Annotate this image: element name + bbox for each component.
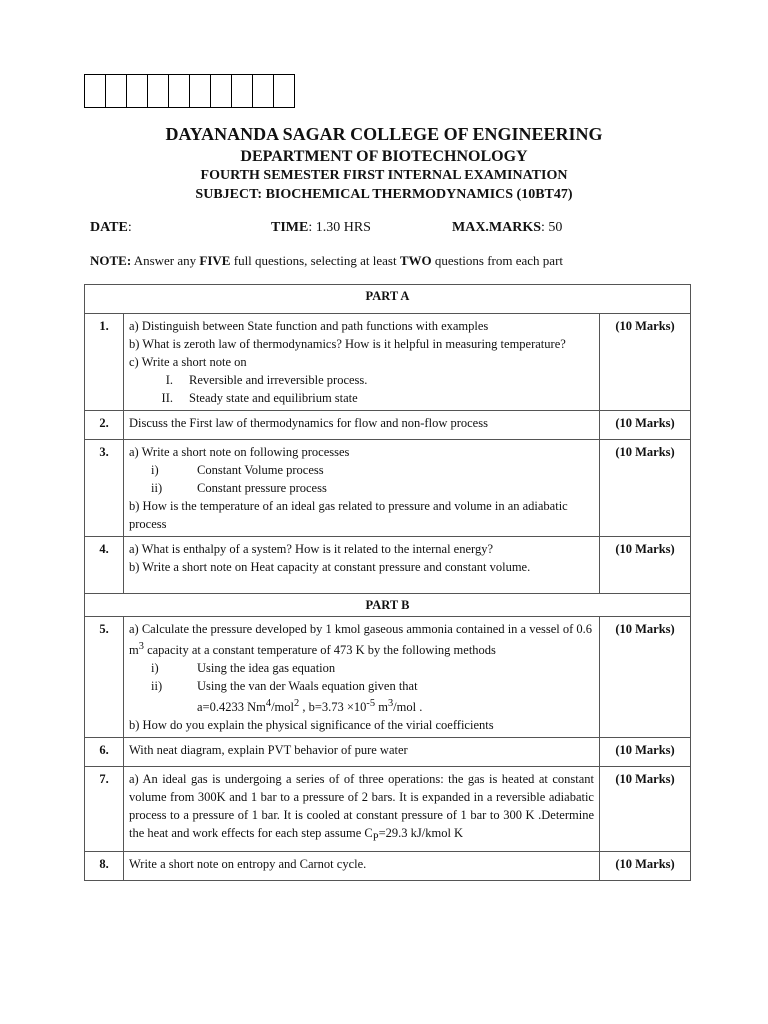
question-row-4: 4. a) What is enthalpy of a system? How is it related to the internal energy? b) Write a short note on Heat capacity at constant pressure and constant volume. (10 Marks) bbox=[85, 537, 691, 594]
part-b-row bbox=[85, 594, 691, 617]
exam-note: NOTE: Answer any FIVE full questions, selecting at least TWO questions from each part bbox=[90, 253, 564, 268]
part-a-row bbox=[85, 285, 691, 314]
question-row-8: 8. Write a short note on entropy and Carnot cycle. (10 Marks) bbox=[85, 851, 691, 880]
question-8: Write a short note on entropy and Carnot cycle. bbox=[124, 851, 600, 880]
exam-title: FOURTH SEMESTER FIRST INTERNAL EXAMINATION bbox=[200, 168, 568, 183]
marks-8: (10 Marks) bbox=[600, 851, 691, 880]
part-a-heading: PART A bbox=[85, 285, 691, 314]
part-b-heading: PART B bbox=[85, 594, 691, 617]
usn-boxes bbox=[84, 74, 295, 108]
marks-3: (10 Marks) bbox=[600, 440, 691, 537]
question-1: a) Distinguish between State function and path functions with examples b) What is zeroth law of thermodynamics? How is it helpful in measuring temperature? c) Write a short note on I. Reversible and irreversible process. II. Steady state and equilibrium state bbox=[124, 314, 600, 411]
question-7: a) An ideal gas is undergoing a series of of three operations: the gas is heated at constant volume from 300K and 1 bar to a pressure of 2 bars. It is expanded in a reversible adiabatic process to a pressure of 1 bar. It is cooled at constant pressure of 1 bar to 300 K .Determine the heat and work effects for each step assume $C_P=29.3$ kJ/kmol K bbox=[124, 767, 600, 852]
date-field: DATE: bbox=[90, 220, 132, 235]
time-field: TIME: 1.30 HRS bbox=[271, 220, 371, 235]
question-6: With neat diagram, explain PVT behavior of pure water bbox=[124, 738, 600, 767]
question-row-6: 6. With neat diagram, explain PVT behavior of pure water (10 Marks) bbox=[85, 738, 691, 767]
question-row-2: 2. Discuss the First law of thermodynamics for flow and non-flow process (10 Marks) bbox=[85, 411, 691, 440]
question-5: a) Calculate the pressure developed by 1 kmol gaseous ammonia contained in a vessel of 0.6 $m^3$ capacity at a constant temperature of 473 K by the following methods i) Using the idea gas equation ii) Using the van der Waals equation given that a=0.4233 Nm$^4$/mol$^2$ , $b=3.73 \times 10^{-5}$ $m^3$/mol . b) How do you explain the physical significance of the virial coefficients bbox=[124, 617, 600, 738]
marks-7: (10 Marks) bbox=[600, 767, 691, 852]
marks-5: (10 Marks) bbox=[600, 617, 691, 738]
college-name: DAYANANDA SAGAR COLLEGE OF ENGINEERING bbox=[165, 124, 603, 144]
question-row-3: 3. a) Write a short note on following processes i) Constant Volume process ii) Constant pressure process b) How is the temperature of an ideal gas related to pressure and volume in an adiabatic process (10 Marks) bbox=[85, 440, 691, 537]
question-row-1: 1. a) Distinguish between State function and path functions with examples b) What is zeroth law of thermodynamics? How is it helpful in measuring temperature? c) Write a short note on I. Reversible and irreversible process. II. Steady state and equilibrium state (10 Marks) bbox=[85, 314, 691, 411]
question-row-5: 5. a) Calculate the pressure developed by 1 kmol gaseous ammonia contained in a vessel of 0.6 $m^3$ capacity at a constant temperature of 473 K by the following methods i) Using the idea gas equation ii) Using the van der Waals equation given that a=0.4233 Nm$^4$/mol$^2$ , $b=3.73 \times 10^{-5}$ $m^3$/mol . b) How do you explain the physical significance of the virial coefficients (10 Marks) bbox=[85, 617, 691, 738]
marks-4: (10 Marks) bbox=[600, 537, 691, 594]
question-2: Discuss the First law of thermodynamics for flow and non-flow process bbox=[124, 411, 600, 440]
marks-6: (10 Marks) bbox=[600, 738, 691, 767]
marks-2: (10 Marks) bbox=[600, 411, 691, 440]
department-name: DEPARTMENT OF BIOTECHNOLOGY bbox=[240, 148, 528, 165]
questions-table bbox=[84, 284, 691, 881]
subject-title: SUBJECT: BIOCHEMICAL THERMODYNAMICS (10BT47) bbox=[195, 187, 573, 202]
question-4: a) What is enthalpy of a system? How is it related to the internal energy? b) Write a short note on Heat capacity at constant pressure and constant volume. bbox=[124, 537, 600, 594]
marks-1: (10 Marks) bbox=[600, 314, 691, 411]
question-row-7: 7. a) An ideal gas is undergoing a series of of three operations: the gas is heated at constant volume from 300K and 1 bar to a pressure of 2 bars. It is expanded in a reversible adiabatic process to a pressure of 1 bar. It is cooled at constant pressure of 1 bar to 300 K .Determine the heat and work effects for each step assume $C_P=29.3$ kJ/kmol K (10 Marks) bbox=[85, 767, 691, 852]
question-3: a) Write a short note on following processes i) Constant Volume process ii) Constant pressure process b) How is the temperature of an ideal gas related to pressure and volume in an adiabatic process bbox=[124, 440, 600, 537]
max-marks-field: MAX.MARKS: 50 bbox=[452, 220, 563, 235]
